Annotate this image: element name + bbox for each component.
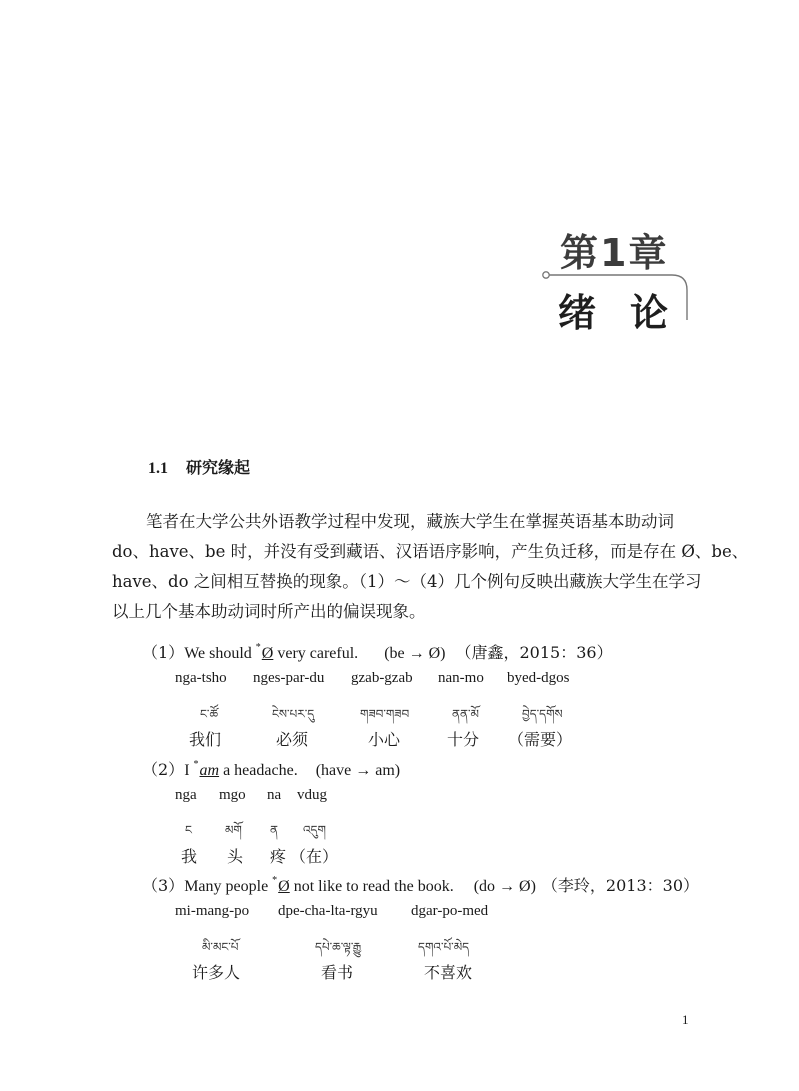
section-number: 1.1: [148, 460, 168, 477]
romanization-word: vdug: [297, 787, 327, 803]
romanization-word: nges-par-du: [253, 670, 325, 686]
chinese-gloss: 小心: [368, 730, 401, 749]
romanization-word: na: [267, 787, 282, 803]
example-text: We should: [184, 645, 256, 662]
tibetan-word: ངེས་པར་དུ: [272, 707, 315, 721]
page-number: 1: [682, 1012, 689, 1027]
romanization-word: dgar-po-med: [411, 903, 489, 919]
chinese-gloss: 疼: [270, 847, 287, 866]
chinese-gloss: 我们: [189, 730, 222, 749]
error-mark: *: [255, 642, 261, 653]
section-title: 研究缘起: [186, 458, 251, 477]
example-2-sentence: [142, 757, 400, 780]
tibetan-word: འདུག: [303, 823, 326, 837]
paragraph-line: 笔者在大学公共外语教学过程中发现，藏族大学生在掌握英语基本助动词: [146, 512, 674, 531]
chinese-gloss: 必须: [276, 730, 309, 749]
example-text: not like to read the book.: [289, 878, 454, 895]
example-text: a headache.: [219, 762, 298, 779]
paragraph-line: have、do 之间相互替换的现象。（1）～（4）几个例句反映出藏族大学生在学习: [112, 572, 702, 591]
romanization-word: mgo: [219, 787, 246, 803]
romanization-word: gzab-gzab: [351, 670, 413, 686]
error-mark: *: [193, 759, 199, 770]
example-label: （2）: [142, 760, 185, 779]
tibetan-word: ང་ཚོ: [200, 707, 218, 721]
tibetan-word: གཟབ་གཟབ: [360, 707, 410, 721]
correction: (be → Ø): [384, 645, 446, 662]
example-text: Many people: [184, 878, 273, 895]
romanization-word: byed-dgos: [507, 670, 570, 686]
tibetan-word: ནན་མོ: [452, 707, 479, 721]
chapter-title: 绪论: [558, 291, 703, 335]
chinese-gloss: 不喜欢: [424, 963, 473, 982]
example-label: （3）: [142, 876, 185, 895]
chinese-gloss: 十分: [447, 730, 480, 749]
chinese-gloss: 头: [227, 847, 244, 866]
example-1-sentence: [142, 640, 613, 663]
error-token: am: [199, 762, 220, 779]
romanization-word: nga-tsho: [175, 670, 227, 686]
tibetan-word: མི་མང་པོ: [202, 940, 239, 954]
chinese-gloss: 许多人: [192, 963, 241, 982]
chapter-number: 第1章: [560, 231, 669, 275]
tibetan-word: ང: [185, 823, 192, 837]
romanization-word: dpe-cha-lta-rgyu: [278, 903, 378, 919]
body-paragraph: [112, 507, 749, 627]
correction: (do → Ø): [473, 878, 536, 895]
chinese-gloss: 我: [181, 847, 198, 866]
example-text: very careful.: [273, 645, 359, 662]
romanization-word: mi-mang-po: [175, 903, 250, 919]
tibetan-word: དཔེ་ཆ་ལྟ་རྒྱུ: [315, 940, 362, 954]
citation: （李玲，2013：30）: [541, 876, 700, 895]
example-3-sentence: [142, 873, 699, 896]
error-mark: *: [272, 875, 278, 886]
paragraph-line: do、have、be 时，并没有受到藏语、汉语语序影响，产生负迁移，而是存在 Ø、be、: [112, 542, 749, 561]
error-token: Ø: [261, 645, 274, 662]
tibetan-word: བྱེད་དགོས: [522, 707, 563, 721]
example-label: （1）: [142, 643, 185, 662]
tibetan-word: ན: [270, 823, 279, 837]
tibetan-word: མགོ: [225, 823, 242, 837]
tibetan-word: དགའ་པོ་མེད: [418, 940, 470, 954]
chinese-gloss: （需要）: [508, 730, 573, 749]
correction: (have → am): [315, 762, 401, 779]
error-token: Ø: [278, 878, 290, 895]
paragraph-line: 以上几个基本助动词时所产出的偏误现象。: [112, 602, 426, 621]
section-heading: [148, 455, 250, 478]
citation: （唐鑫，2015：36）: [455, 643, 613, 662]
example-text: I: [184, 762, 194, 779]
chinese-gloss: 看书: [321, 963, 354, 982]
romanization-word: nga: [175, 787, 197, 803]
romanization-word: nan-mo: [438, 670, 484, 686]
chinese-gloss: （在）: [290, 847, 339, 866]
